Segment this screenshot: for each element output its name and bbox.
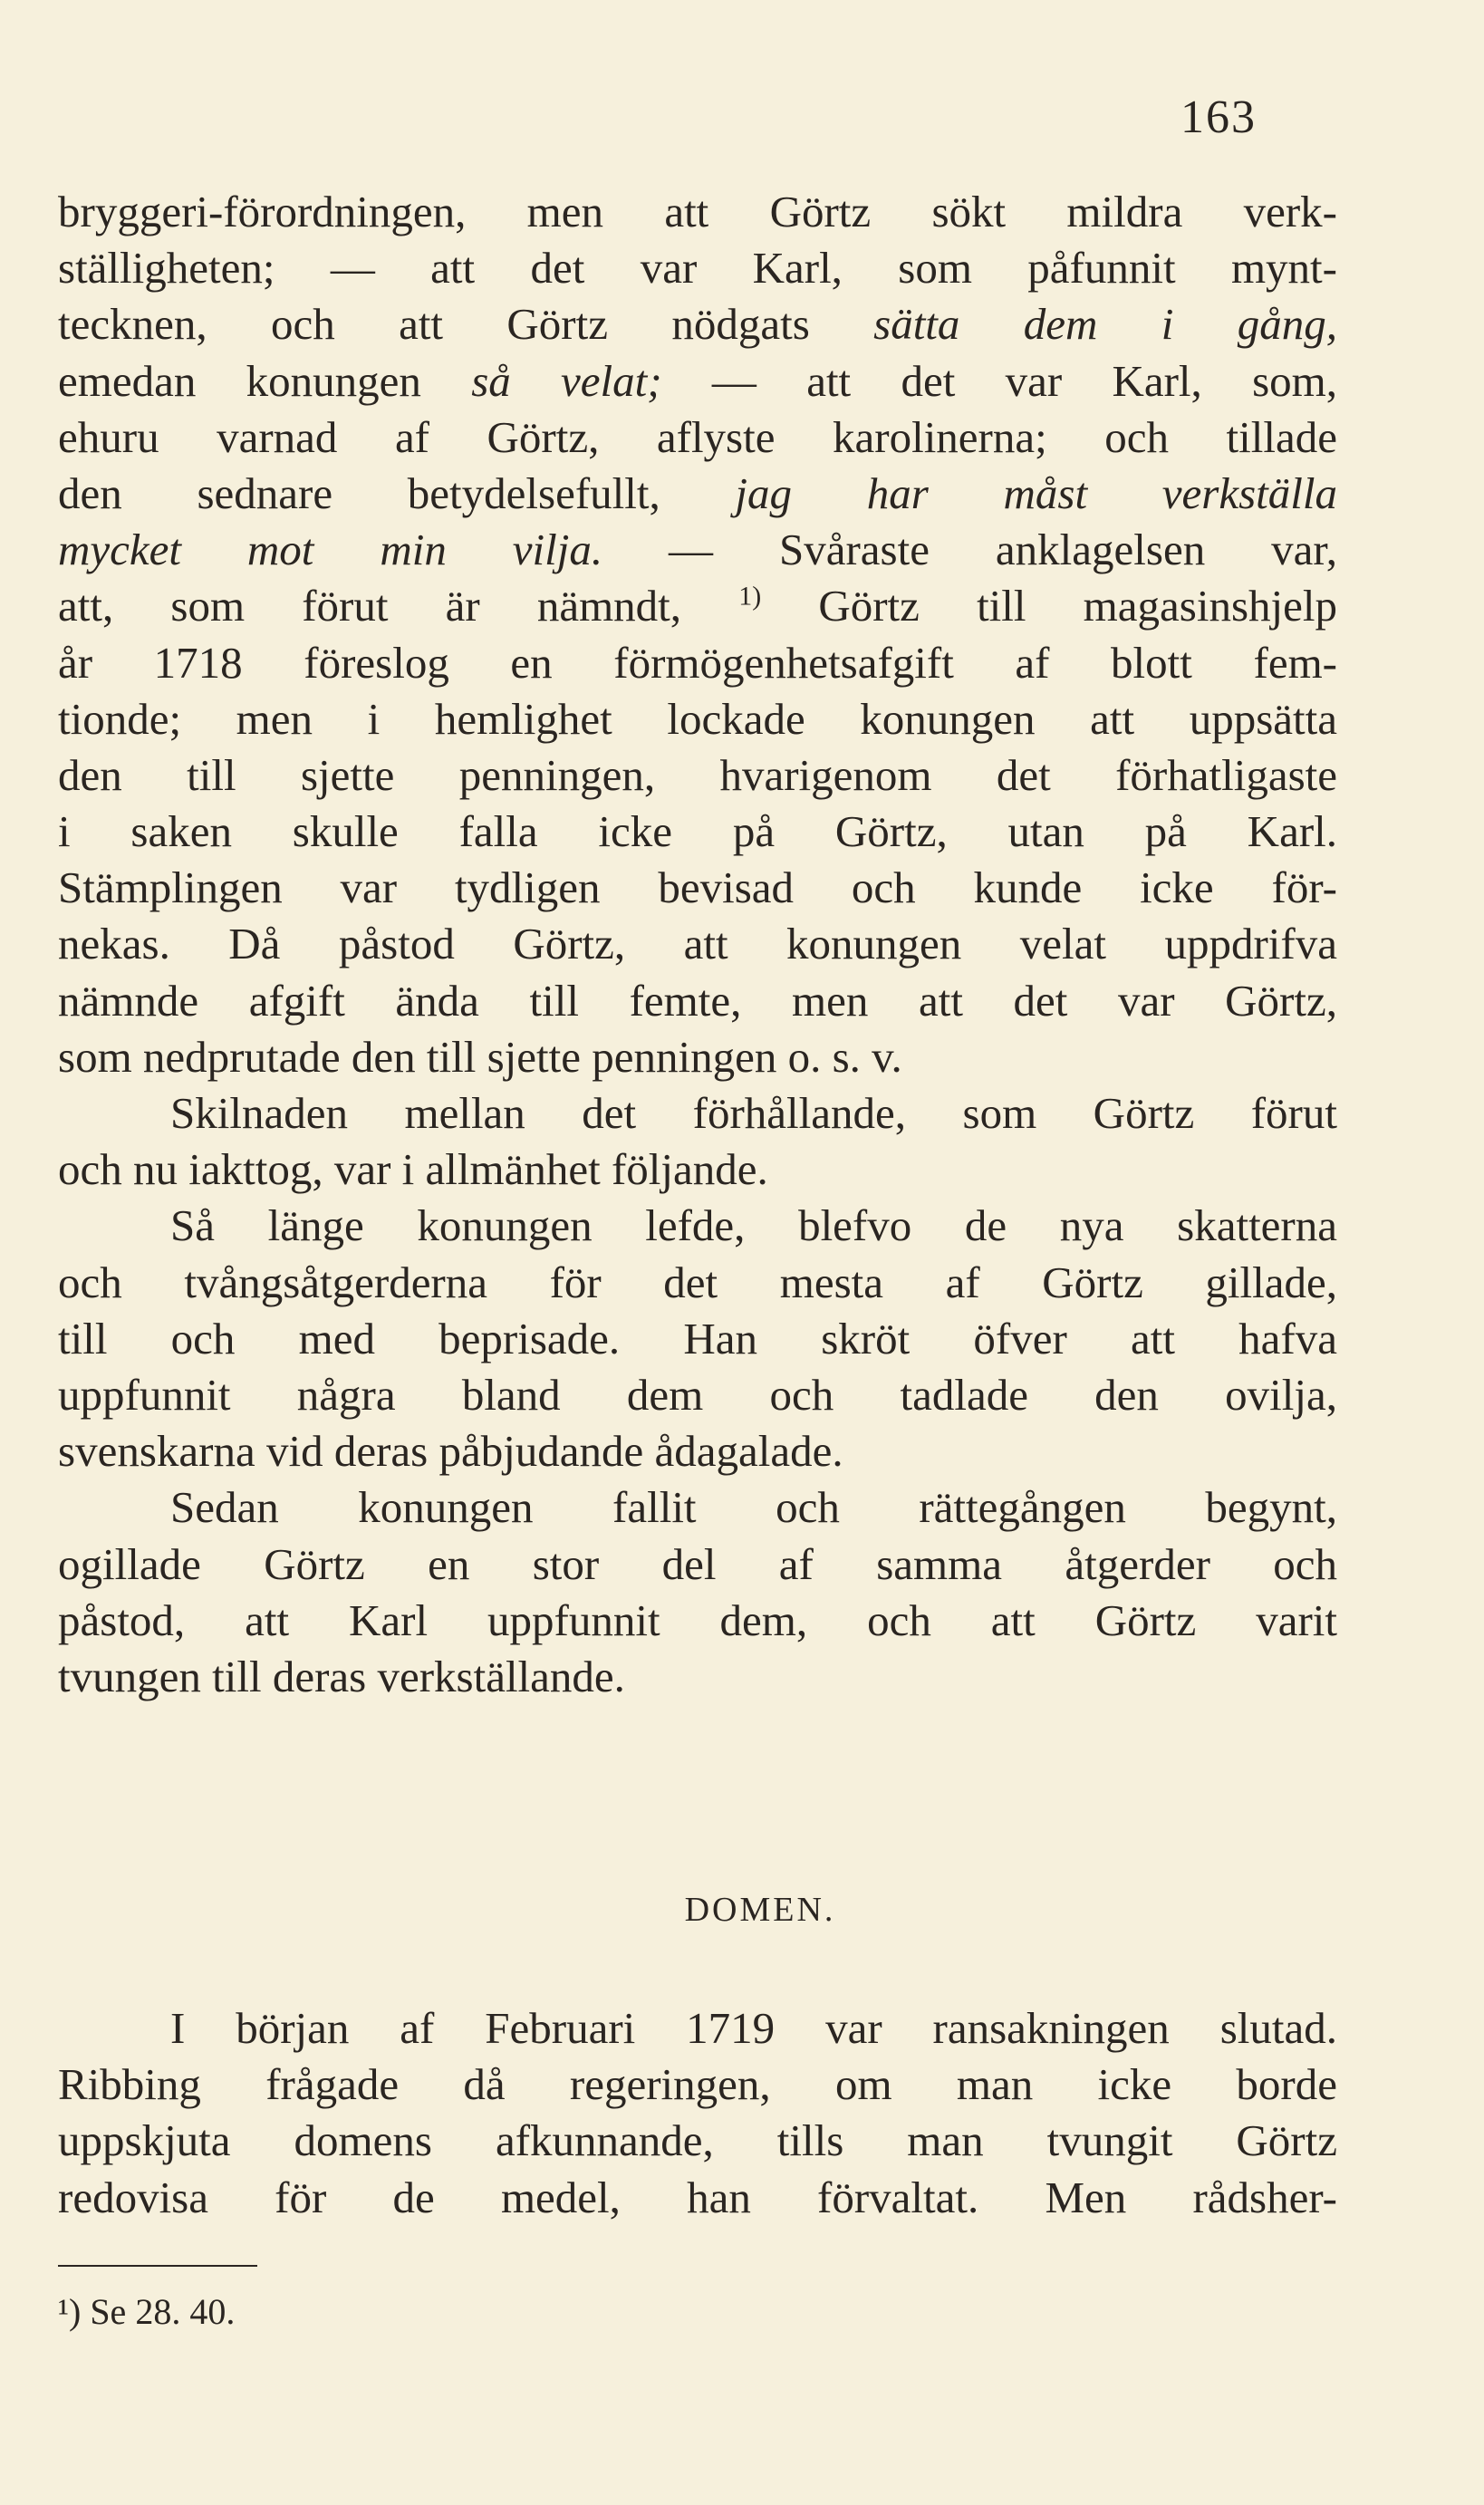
text-line: Ribbing frågade då regeringen, om man icke borde xyxy=(58,2059,1337,2110)
text-span: — Svåraste anklagelsen var, xyxy=(602,525,1337,575)
italic-text: jag har måst verkställa xyxy=(735,467,1337,518)
text-line xyxy=(58,296,1337,352)
text-line: ogillade Görtz en stor del af samma åtgerder och xyxy=(58,1538,1337,1589)
text-line xyxy=(58,522,1337,578)
text-line: påstod, att Karl uppfunnit dem, och att Görtz varit xyxy=(58,1595,1337,1645)
text-line: ehuru varnad af Görtz, aflyste karolinerna; och tillade xyxy=(58,411,1337,462)
italic-text: sätta dem i gång, xyxy=(873,299,1337,350)
text-line: ställigheten; — att det var Karl, som påfunnit mynt- xyxy=(58,243,1337,294)
text-line: Skilnaden mellan det förhållande, som Görtz förut xyxy=(170,1088,1337,1138)
text-line: nämnde afgift ända till femte, men att det var Görtz, xyxy=(58,975,1337,1026)
text-line: Stämplingen var tydligen bevisad och kunde icke för- xyxy=(58,862,1337,913)
text-span: Görtz till magasinshjelp xyxy=(761,581,1337,631)
page-number: 163 xyxy=(1180,92,1257,143)
text-line: och nu iakttog, var i allmänhet följande. xyxy=(58,1144,768,1195)
text-line xyxy=(58,466,1337,522)
text-line xyxy=(58,353,1337,409)
text-line: Sedan konungen fallit och rättegången begynt, xyxy=(170,1482,1337,1533)
text-line: tvungen till deras verkställande. xyxy=(58,1651,625,1701)
text-line: och tvångsåtgerderna för det mesta af Görtz gillade, xyxy=(58,1257,1337,1307)
italic-text: mycket mot min vilja. xyxy=(58,525,603,575)
section-heading: DOMEN. xyxy=(684,1891,836,1929)
text-line: år 1718 föreslog en förmögenhetsafgift af blott fem- xyxy=(58,637,1337,688)
text-line: till och med beprisade. Han skröt öfver att hafva xyxy=(58,1313,1337,1363)
text-line: som nedprutade den till sjette penningen o. s. v. xyxy=(58,1031,902,1082)
text-line: svenskarna vid deras påbjudande ådagalade. xyxy=(58,1426,843,1477)
footnote: ¹) Se 28. 40. xyxy=(58,2291,236,2332)
body-text xyxy=(58,184,1337,1705)
text-line xyxy=(58,578,1337,634)
text-span: — att det var Karl, som, xyxy=(661,355,1337,406)
footnote-marker: 1) xyxy=(738,581,762,612)
text-span: att, som förut är nämndt, xyxy=(58,581,739,631)
text-line: nekas. Då påstod Görtz, att konungen velat uppdrifva xyxy=(58,919,1337,969)
section-text xyxy=(58,2000,1337,2226)
italic-text: så velat; xyxy=(471,355,662,406)
text-line: Så länge konungen lefde, blefvo de nya skatterna xyxy=(170,1200,1337,1251)
text-line: tionde; men i hemlighet lockade konungen att uppsätta xyxy=(58,693,1337,744)
text-line: uppskjuta domens afkunnande, tills man tvungit Görtz xyxy=(58,2115,1337,2166)
footnote-divider xyxy=(58,2265,257,2267)
text-line: uppfunnit några bland dem och tadlade den ovilja, xyxy=(58,1369,1337,1420)
text-line: I början af Februari 1719 var ransakningen slutad. xyxy=(170,2003,1337,2053)
text-line: den till sjette penningen, hvarigenom det förhatligaste xyxy=(58,749,1337,800)
text-line: i saken skulle falla icke på Görtz, utan på Karl. xyxy=(58,806,1337,857)
text-line: bryggeri-förordningen, men att Görtz sökt mildra verk- xyxy=(58,187,1337,236)
text-span: emedan konungen xyxy=(58,355,472,406)
text-span: den sednare betydelsefullt, xyxy=(58,467,736,518)
text-line: redovisa för de medel, han förvaltat. Men rådsher- xyxy=(58,2172,1337,2222)
text-span: tecknen, och att Görtz nödgats xyxy=(58,299,874,350)
